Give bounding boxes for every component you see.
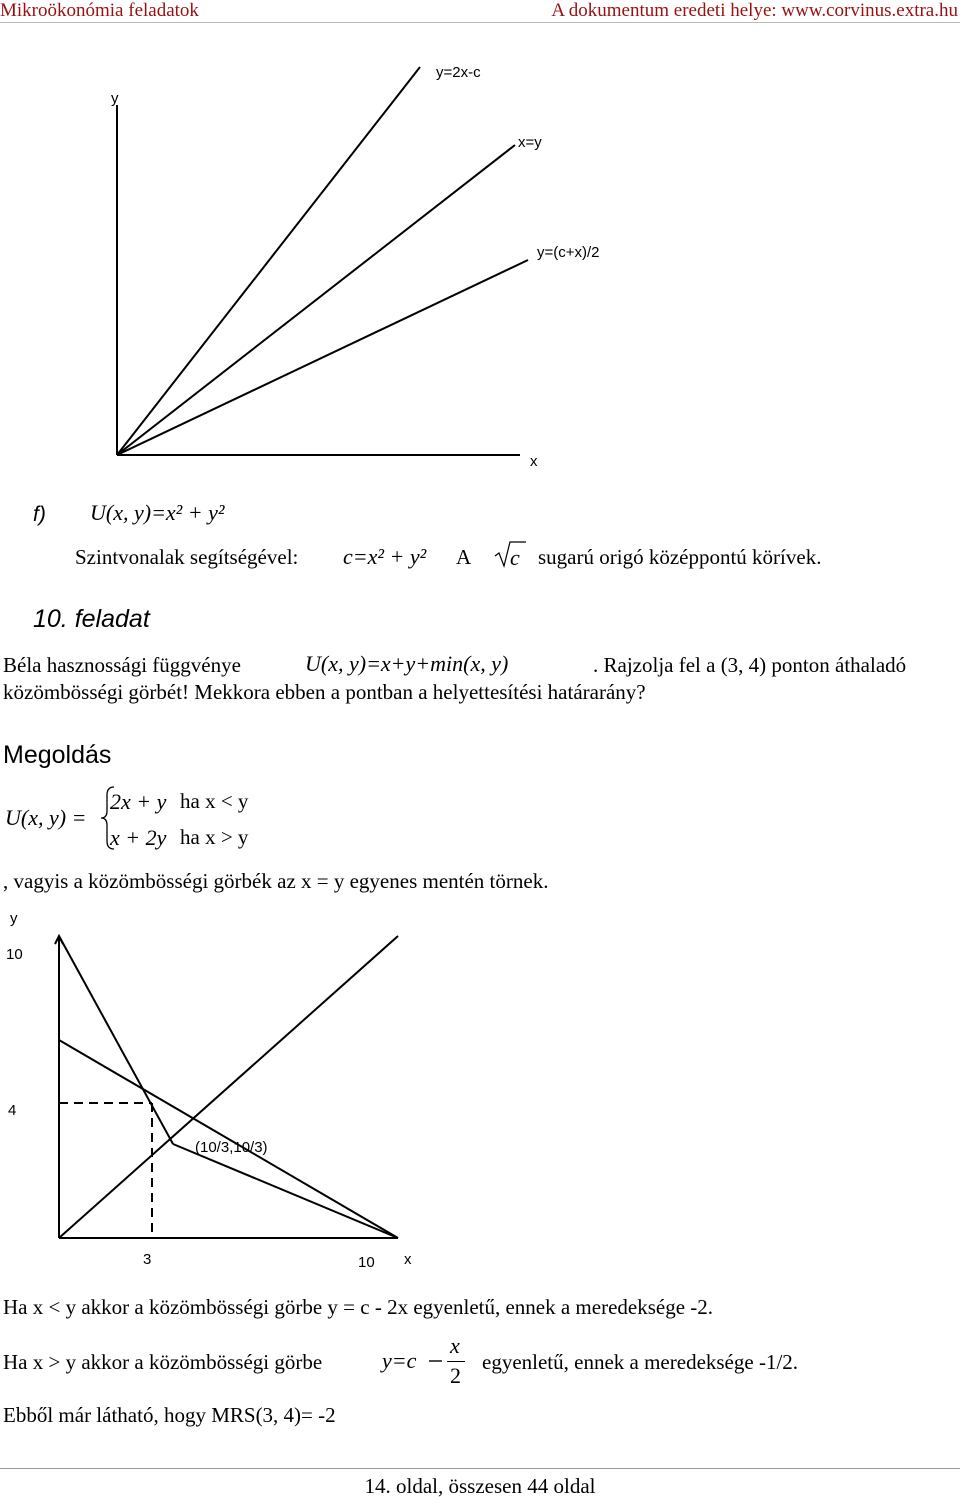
line-x-eq-y-2 xyxy=(59,936,398,1238)
part-f-label: f) xyxy=(33,503,46,526)
xtick-3: 3 xyxy=(143,1251,152,1268)
solution-text: , vagyis a közömbösségi görbék az x = y egyenes mentén törnek. xyxy=(3,869,549,893)
label-y-2x-c: y=2x-c xyxy=(436,64,481,81)
ytick-10: 10 xyxy=(6,946,23,963)
minus-sign xyxy=(428,1358,444,1364)
figure1-graph xyxy=(100,55,620,475)
part-f-function: U(x, y)=x² + y² xyxy=(90,500,225,525)
fraction-bar xyxy=(447,1361,465,1362)
case1-expr: 2x + y xyxy=(110,789,167,814)
xtick-10: 10 xyxy=(358,1254,375,1271)
fraction-numerator: x xyxy=(450,1333,460,1358)
task10-title: 10. feladat xyxy=(33,605,150,633)
task10-line1-suffix: . Rajzolja fel a (3, 4) ponton áthaladó xyxy=(593,653,907,677)
task10-utility: U(x, y)=x+y+min(x, y) xyxy=(305,651,509,676)
curve-steep-top xyxy=(59,936,173,1144)
conclusion-line2-suffix: egyenletű, ennek a meredeksége -1/2. xyxy=(482,1350,799,1374)
label-x-eq-y: x=y xyxy=(518,134,542,151)
solution-title: Megoldás xyxy=(3,741,112,769)
case2-expr: x + 2y xyxy=(110,825,167,850)
task10-line1-prefix: Béla hasznossági függvénye xyxy=(3,653,241,677)
figure2-graph xyxy=(0,900,440,1275)
sqrt-c: c xyxy=(510,545,520,570)
line-y-2x-c xyxy=(117,67,420,455)
curve-flat-bottom xyxy=(173,1144,398,1238)
kink-point-label: (10/3,10/3) xyxy=(195,1139,268,1156)
footer-page: 14. oldal, összesen 44 oldal xyxy=(364,1474,596,1498)
level-text: Szintvonalak segítségével: xyxy=(75,545,299,569)
level-A: A xyxy=(456,545,472,569)
conclusion-line1: Ha x < y akkor a közömbösségi görbe y = c - 2x egyenletű, ennek a meredeksége -2. xyxy=(3,1295,714,1319)
solution-lhs: U(x, y) = xyxy=(5,805,87,830)
header-right: A dokumentum eredeti helye: www.corvinus.extra.hu xyxy=(551,0,958,21)
figure1-y-label: y xyxy=(111,90,119,107)
level-tail: sugarú origó középpontú körívek. xyxy=(538,545,822,569)
case1-cond: ha x < y xyxy=(180,789,249,813)
fraction-denominator: 2 xyxy=(450,1363,461,1388)
conclusion-line2-prefix: Ha x > y akkor a közömbösségi görbe xyxy=(3,1350,323,1374)
conclusion-line3: Ebből már látható, hogy MRS(3, 4)= -2 xyxy=(3,1403,336,1427)
conclusion-eq-lhs: y=c xyxy=(382,1348,417,1373)
task10-line2: közömbösségi görbét! Mekkora ebben a pontban a helyettesítési határarány? xyxy=(3,680,646,704)
footer-rule xyxy=(0,1468,960,1469)
figure2-y-label: y xyxy=(10,910,18,927)
figure2-x-label: x xyxy=(404,1251,412,1268)
line-x-eq-y xyxy=(117,145,515,455)
level-equation: c=x² + y² xyxy=(343,544,427,569)
header-rule xyxy=(0,22,960,23)
case2-cond: ha x > y xyxy=(180,825,249,849)
header-left: Mikroökonómia feladatok xyxy=(0,0,199,21)
line-y-c-x-2 xyxy=(117,260,528,455)
figure1-x-label: x xyxy=(530,453,538,470)
ytick-4: 4 xyxy=(8,1102,17,1119)
label-y-c-x-2: y=(c+x)/2 xyxy=(537,244,600,261)
